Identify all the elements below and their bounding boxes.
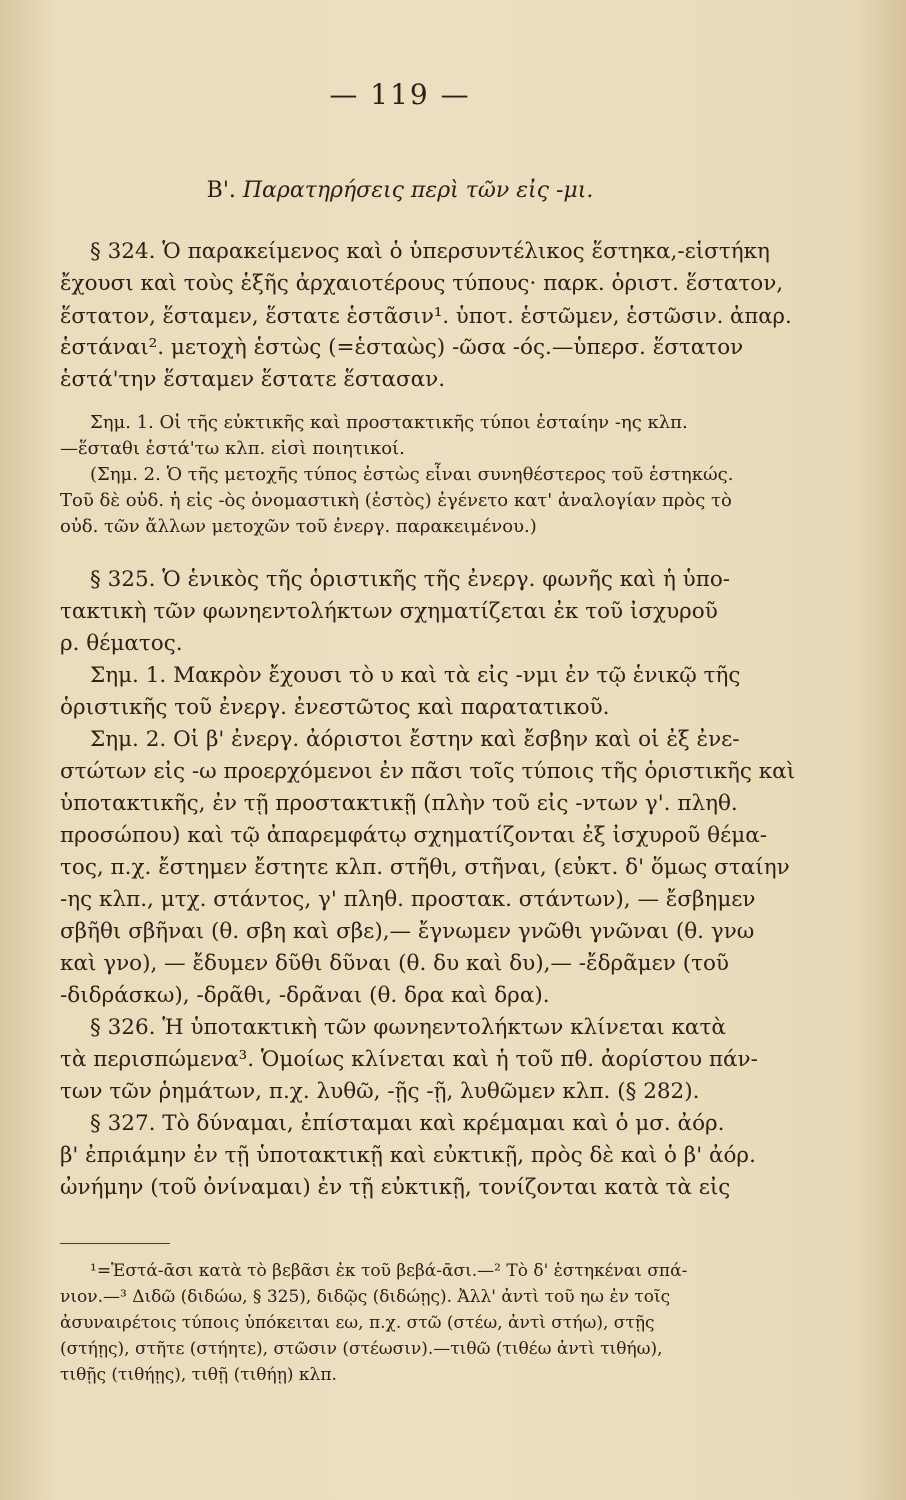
text-line: ἑστά'την ἕσταμεν ἕστατε ἕστασαν. (60, 367, 446, 392)
text-line: Σημ. 2. Οἱ β' ἐνεργ. ἀόριστοι ἔστην καὶ ἔσβην καὶ οἱ ἐξ ἐνε- (90, 727, 740, 752)
text-line: -διδράσκω), -δρᾶθι, -δρᾶναι (θ. δρα καὶ δρα). (60, 983, 550, 1008)
text-line: στώτων εἰς -ω προερχόμενοι ἐν πᾶσι τοῖς τύποις τῆς ὁριστικῆς καὶ (60, 759, 796, 784)
text-line: τὰ περισπώμενα³. Ὁμοίως κλίνεται καὶ ἡ τοῦ πθ. ἀορίστου πάν- (60, 1047, 758, 1072)
footnote-line: τιθῇς (τιθήῃς), τιθῇ (τιθήῃ) κλπ. (60, 1365, 337, 1385)
text-line: § 325. Ὁ ἑνικὸς τῆς ὁριστικῆς τῆς ἐνεργ. φωνῆς καὶ ἡ ὑπο- (90, 567, 731, 592)
footnotes (60, 1258, 800, 1388)
text-line: § 327. Τὸ δύναμαι, ἐπίσταμαι καὶ κρέμαμαι καὶ ὁ μσ. ἀόρ. (90, 1111, 725, 1136)
footnote-line: ἀσυναιρέτοις τύποις ὑπόκειται εω, π.χ. στῶ (στέω, ἀντὶ στήω), στῇς (60, 1313, 655, 1333)
text-line: καὶ γνο), — ἔδυμεν δῦθι δῦναι (θ. δυ καὶ δυ),— -ἔδρᾶμεν (τοῦ (60, 951, 729, 976)
note-line: —ἕσταθι ἑστά'τω κλπ. εἰσὶ ποιητικοί. (60, 438, 405, 459)
text-line: ἑστάναι². μετοχὴ ἑστὼς (=ἑσταὼς) -ῶσα -ός.—ὑπερσ. ἕστατον (60, 335, 744, 360)
note-line: οὐδ. τῶν ἄλλων μετοχῶν τοῦ ἐνεργ. παρακειμένου.) (60, 516, 537, 537)
text-line: ἕστατον, ἕσταμεν, ἕστατε ἑστᾶσιν¹. ὑποτ. ἑστῶμεν, ἑστῶσιν. ἀπαρ. (60, 303, 792, 328)
note-324 (60, 410, 800, 540)
text-line: των τῶν ῥημάτων, π.χ. λυθῶ, -ῇς -ῇ, λυθῶμεν κλπ. (§ 282). (60, 1079, 700, 1104)
text-line: σβῆθι σβῆναι (θ. σβη καὶ σβε),— ἔγνωμεν γνῶθι γνῶναι (θ. γνω (60, 919, 755, 944)
text-line: προσώπου) καὶ τῷ ἀπαρεμφάτῳ σχηματίζονται ἐξ ἰσχυροῦ θέμα- (60, 823, 768, 848)
footnote-line: (στήῃς), στῆτε (στήητε), στῶσιν (στέωσιν).—τιθῶ (τιθέω ἀντὶ τιθήω), (60, 1339, 663, 1359)
note-line: Σημ. 1. Οἱ τῆς εὐκτικῆς καὶ προστακτικῆς τύποι ἑσταίην -ης κλπ. (90, 412, 688, 433)
paragraph-324 (60, 236, 800, 396)
paragraph-325 (60, 564, 800, 1012)
text-line: ὁριστικῆς τοῦ ἐνεργ. ἐνεστῶτος καὶ παρατατικοῦ. (60, 695, 610, 720)
note-line: Τοῦ δὲ οὐδ. ἡ εἰς -ὸς ὀνομαστικὴ (ἑστὸς) ἐγένετο κατ' ἀναλογίαν πρὸς τὸ (60, 490, 732, 511)
text-line: ὠνήμην (τοῦ ὀνίναμαι) ἐν τῇ εὐκτικῇ, τονίζονται κατὰ τὰ εἰς (60, 1175, 731, 1200)
text-line: Σημ. 1. Μακρὸν ἔχουσι τὸ υ καὶ τὰ εἰς -νμι ἐν τῷ ἑνικῷ τῆς (90, 663, 741, 688)
heading-title: Παρατηρήσεις περὶ τῶν εἰς -μι. (242, 178, 594, 203)
section-heading (0, 178, 800, 203)
text-line: § 326. Ἡ ὑποτακτικὴ τῶν φωνηεντολήκτων κλίνεται κατὰ (90, 1015, 726, 1040)
text-line: ἔχουσι καὶ τοὺς ἑξῆς ἀρχαιοτέρους τύπους· παρκ. ὁριστ. ἕστατον, (60, 271, 784, 296)
text-line: -ης κλπ., μτχ. στάντος, γ' πληθ. προστακ. στάντων), — ἔσβημεν (60, 887, 756, 912)
text-line: τος, π.χ. ἔστημεν ἔστητε κλπ. στῆθι, στῆναι, (εὐκτ. δ' ὅμως σταίην (60, 855, 790, 880)
footnote-divider (60, 1243, 170, 1244)
paragraph-327 (60, 1108, 800, 1204)
footnote-line: νιον.—³ Διδῶ (διδώω, § 325), διδῷς (διδώῃς). Ἀλλ' ἀντὶ τοῦ ηω ἐν τοῖς (60, 1287, 671, 1307)
text-line: ὑποτακτικῆς, ἐν τῇ προστακτικῇ (πλὴν τοῦ εἰς -ντων γ'. πληθ. (60, 791, 738, 816)
text-line: τακτικὴ τῶν φωνηεντολήκτων σχηματίζεται ἐκ τοῦ ἰσχυροῦ (60, 599, 718, 624)
footnote-line: ¹=Ἑστά-ᾱσι κατὰ τὸ βεβᾶσι ἐκ τοῦ βεβά-ᾱσι.—² Τὸ δ' ἑστηκέναι σπά- (90, 1261, 688, 1281)
text-line: § 324. Ὁ παρακείμενος καὶ ὁ ὑπερσυντέλικος ἕστηκα,-εἱστήκη (90, 239, 770, 264)
text-line: ρ. θέματος. (60, 631, 183, 656)
page-number: — 119 — (329, 78, 471, 111)
text-line: β' ἐπριάμην ἐν τῇ ὑποτακτικῇ καὶ εὐκτικῇ, πρὸς δὲ καὶ ὁ β' ἀόρ. (60, 1143, 756, 1168)
heading-prefix: Β'. (206, 178, 236, 203)
paragraph-326 (60, 1012, 800, 1108)
note-line: (Σημ. 2. Ὁ τῆς μετοχῆς τύπος ἑστὼς εἶναι συνηθέστερος τοῦ ἑστηκώς. (90, 464, 734, 485)
